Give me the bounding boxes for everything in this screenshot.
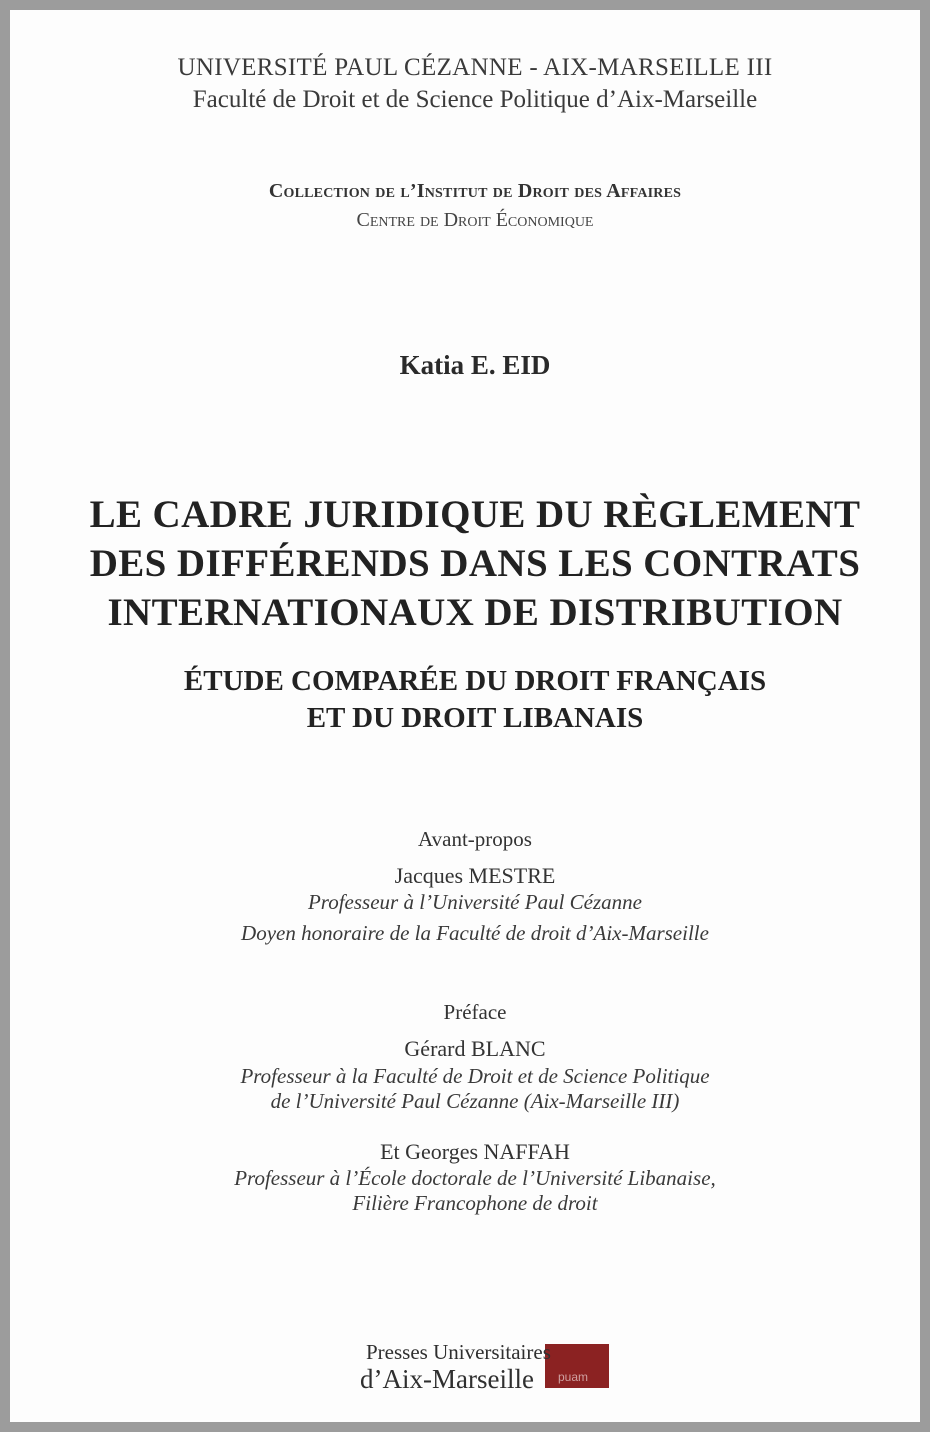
publisher-name-line: Presses Universitaires xyxy=(366,1340,551,1364)
author-name: Katia E. EID xyxy=(399,350,551,380)
avant-propos-label: Avant-propos xyxy=(418,827,532,851)
preface-coauthor-role: Filière Francophone de droit xyxy=(352,1191,598,1215)
book-subtitle xyxy=(10,663,930,737)
preface-coauthor-role: Professeur à l’École doctorale de l’Université Libanaise, xyxy=(234,1166,716,1190)
publisher-mark: puam xyxy=(558,1370,589,1384)
publisher-name-line: d’Aix-Marseille xyxy=(360,1364,534,1394)
book-title-line: LE CADRE JURIDIQUE DU RÈGLEMENT xyxy=(89,493,861,536)
university-name: UNIVERSITÉ PAUL CÉZANNE - AIX-MARSEILLE III xyxy=(177,54,773,81)
preface-author-role: Professeur à la Faculté de Droit et de Science Politique xyxy=(240,1064,710,1088)
book-title-line: DES DIFFÉRENDS DANS LES CONTRATS xyxy=(89,542,861,585)
faculty-name: Faculté de Droit et de Science Politique d’Aix-Marseille xyxy=(192,86,758,113)
preface-author: Gérard BLANC xyxy=(404,1036,546,1061)
preface-author-role: de l’Université Paul Cézanne (Aix-Marseille III) xyxy=(270,1089,680,1113)
book-title xyxy=(10,490,930,637)
centre-name: Centre de Droit Économique xyxy=(356,209,594,231)
book-subtitle-line: ET DU DROIT LIBANAIS xyxy=(306,702,644,734)
avant-propos-role: Professeur à l’Université Paul Cézanne xyxy=(307,890,642,914)
avant-propos-author: Jacques MESTRE xyxy=(394,863,556,888)
preface-label: Préface xyxy=(443,1000,507,1024)
preface-coauthor: Et Georges NAFFAH xyxy=(380,1139,570,1164)
collection-name: Collection de l’Institut de Droit des Affaires xyxy=(268,180,682,202)
book-subtitle-line: ÉTUDE COMPARÉE DU DROIT FRANÇAIS xyxy=(183,665,767,697)
avant-propos-role: Doyen honoraire de la Faculté de droit d’Aix-Marseille xyxy=(241,921,709,945)
publisher-logo xyxy=(360,1340,620,1392)
book-title-line: INTERNATIONAUX DE DISTRIBUTION xyxy=(107,591,843,634)
